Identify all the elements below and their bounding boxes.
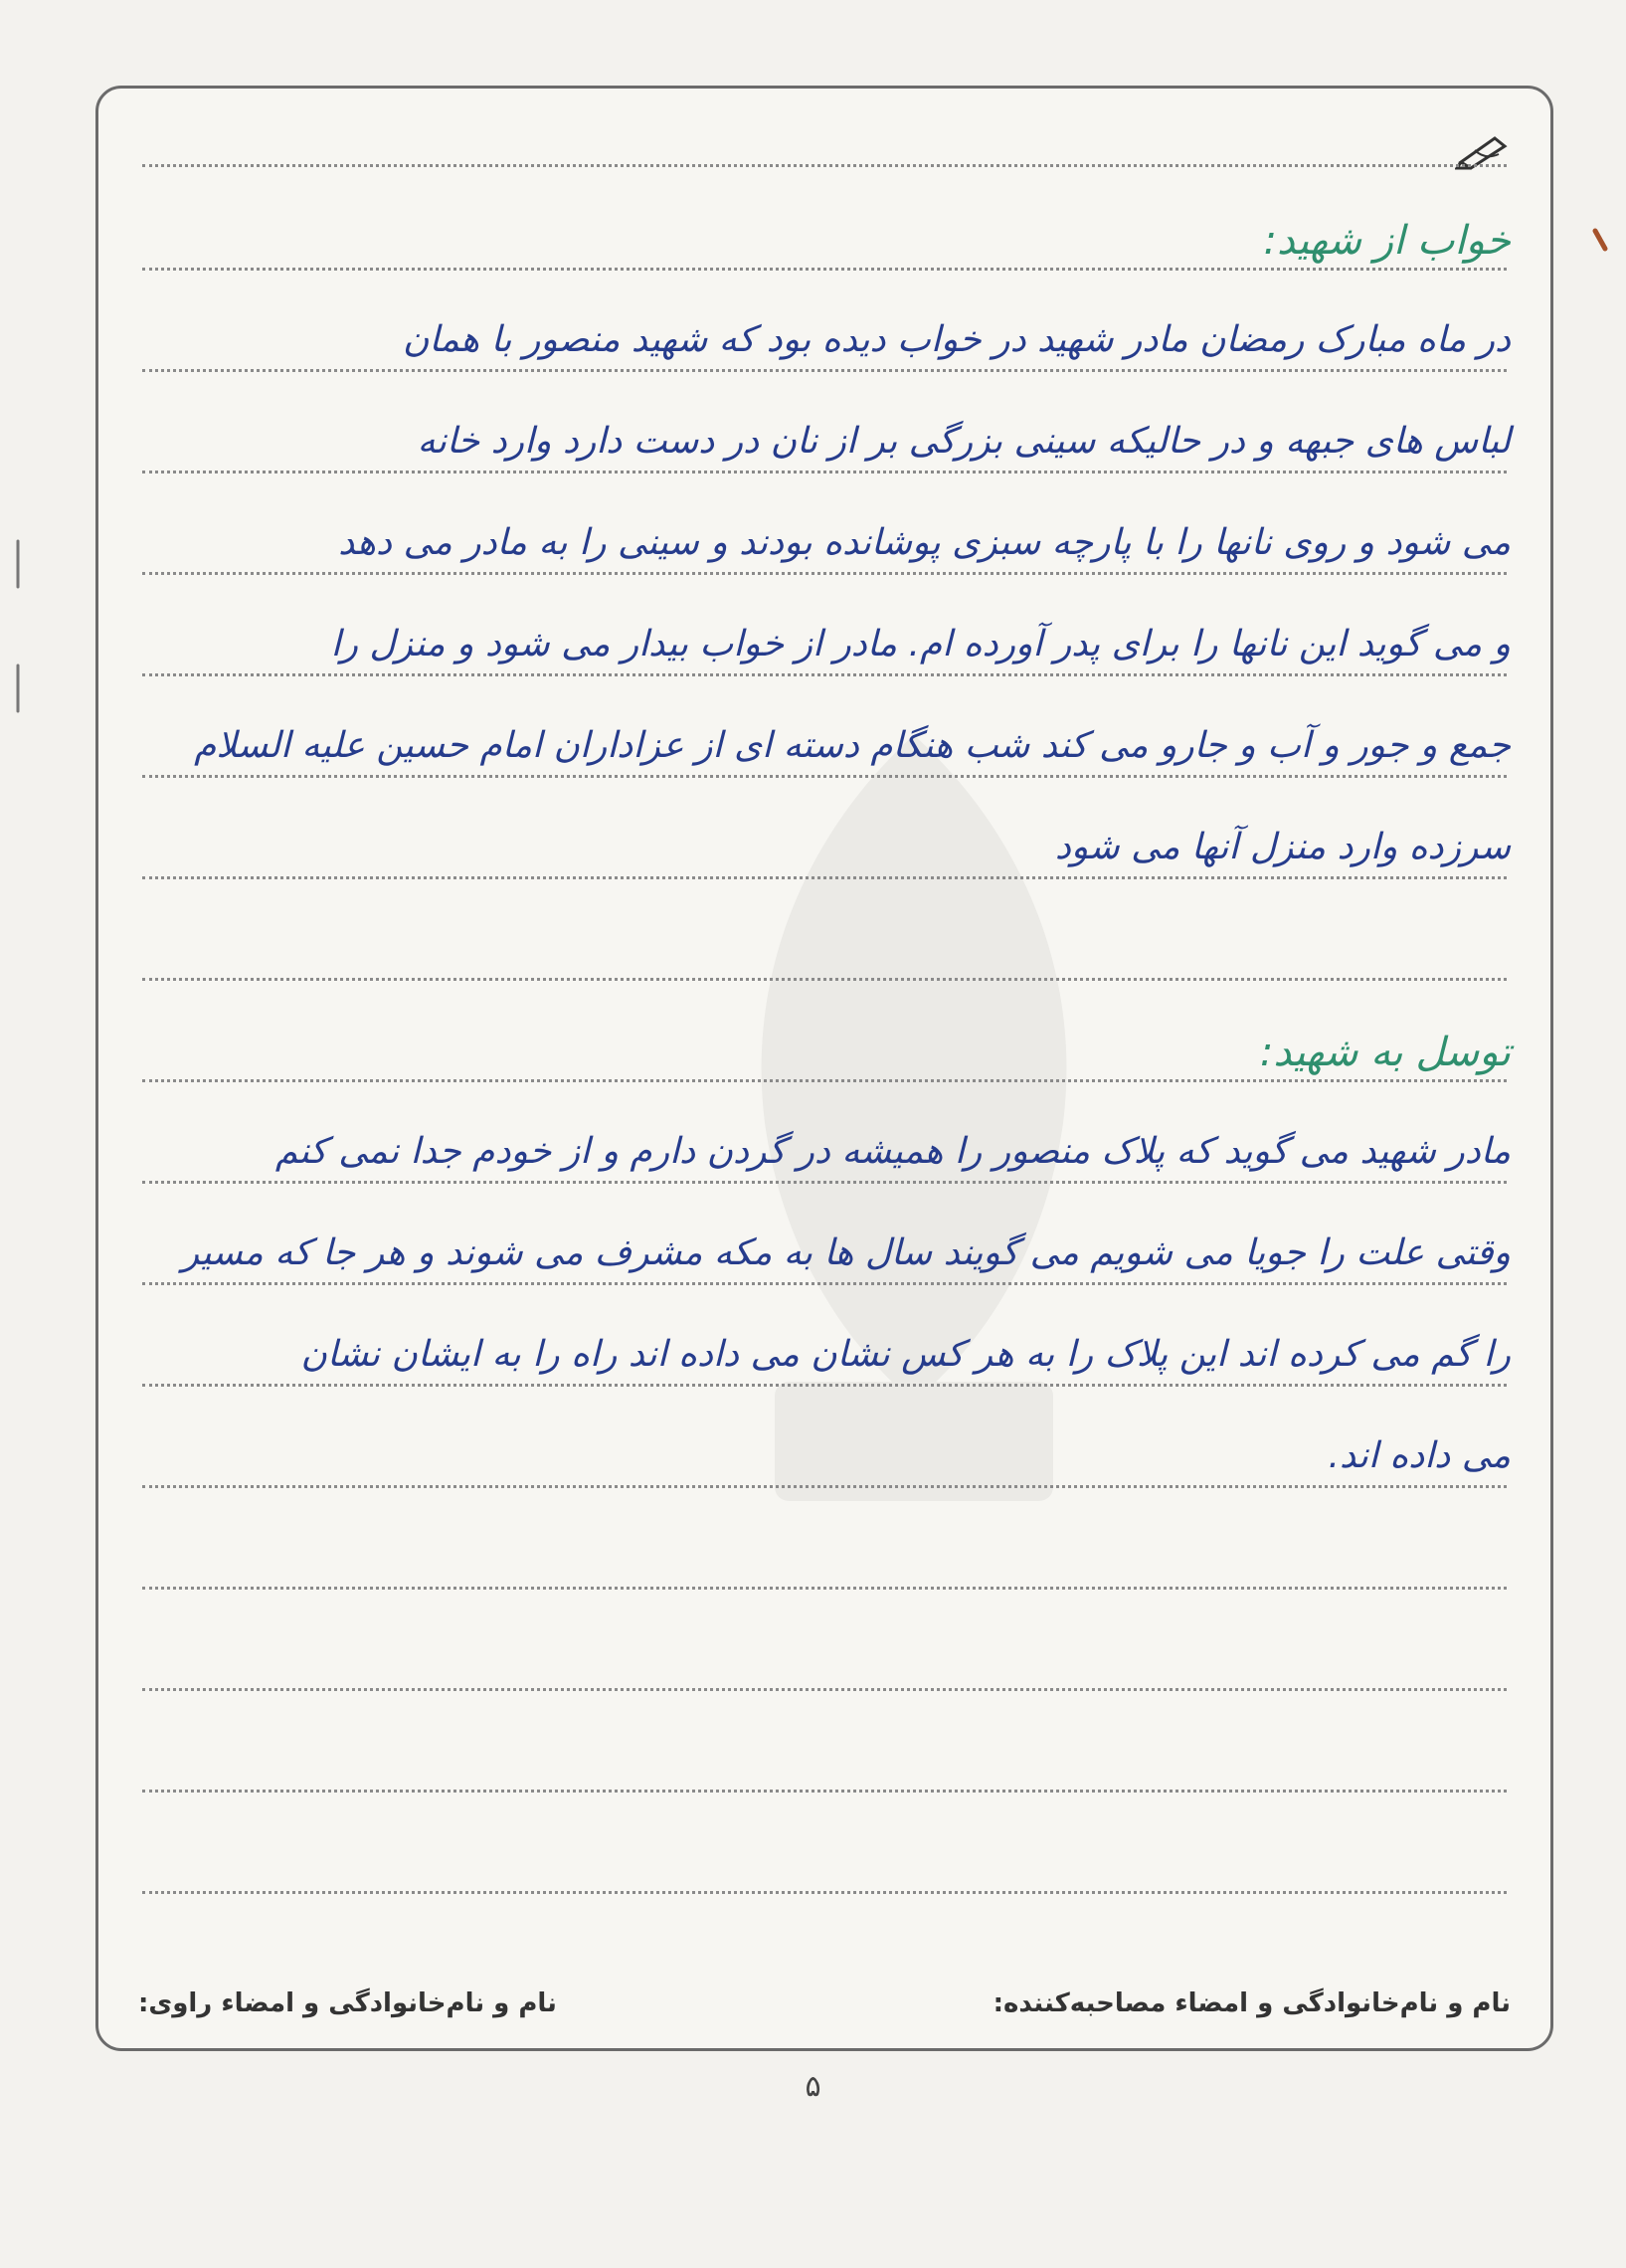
stray-ink-mark — [1591, 227, 1611, 257]
handwritten-line: می داده اند. — [1328, 1435, 1511, 1476]
ruled-line — [142, 164, 1507, 167]
ruled-line — [142, 1485, 1507, 1488]
ruled-line — [142, 1282, 1507, 1285]
handwritten-line: مادر شهید می گوید که پلاک منصور را همیشه در گردن دارم و از خودم جدا نمی کنم — [274, 1131, 1511, 1172]
section-heading-dream: خواب از شهید: — [1263, 218, 1511, 264]
page-frame — [95, 86, 1553, 2051]
handwritten-line: جمع و جور و آب و جارو می کند شب هنگام دسته ای از عزاداران امام حسین علیه السلام — [194, 725, 1511, 766]
handwritten-line: سرزده وارد منزل آنها می شود — [1054, 827, 1511, 867]
page-number: ۵ — [805, 2069, 821, 2104]
ruled-line — [142, 1384, 1507, 1387]
narrator-signature-label: نام و نام‌خانوادگی و امضاء راوی: — [138, 1988, 557, 2018]
handwritten-line: را گم می کرده اند این پلاک را به هر کس نشان می داده اند راه را به ایشان نشان — [300, 1334, 1511, 1375]
ruled-line — [142, 1688, 1507, 1691]
section-heading-intercession: توسل به شهید: — [1259, 1030, 1511, 1075]
ruled-line — [142, 471, 1507, 473]
handwritten-line: و می گوید این نانها را برای پدر آورده ام. مادر از خواب بیدار می شود و منزل را — [330, 624, 1511, 664]
stray-ink-mark — [10, 537, 26, 597]
ruled-line — [142, 1891, 1507, 1894]
ruled-line — [142, 369, 1507, 372]
ruled-line — [142, 775, 1507, 778]
handwritten-line: وقتی علت را جویا می شویم می گویند سال ها به مکه مشرف می شوند و هر جا که مسیر — [181, 1232, 1511, 1273]
handwritten-line: در ماه مبارک رمضان مادر شهید در خواب دیده بود که شهید منصور با همان — [402, 319, 1511, 360]
ruled-line — [142, 1079, 1507, 1082]
stray-ink-mark — [10, 662, 26, 721]
ruled-line — [142, 1181, 1507, 1184]
ruled-line — [142, 978, 1507, 981]
interviewer-signature-label: نام و نام‌خانوادگی و امضاء مصاحبه‌کننده: — [993, 1988, 1511, 2018]
handwritten-line: می شود و روی نانها را با پارچه سبزی پوشانده بودند و سینی را به مادر می دهد — [338, 522, 1511, 563]
ruled-line — [142, 1587, 1507, 1590]
ruled-line — [142, 1790, 1507, 1793]
ruled-line — [142, 673, 1507, 676]
signature-footer — [138, 1988, 1511, 2018]
ruled-line — [142, 876, 1507, 879]
ruled-line — [142, 268, 1507, 271]
handwritten-line: لباس های جبهه و در حالیکه سینی بزرگی بر از نان در دست دارد وارد خانه — [417, 421, 1511, 462]
ruled-line — [142, 572, 1507, 575]
